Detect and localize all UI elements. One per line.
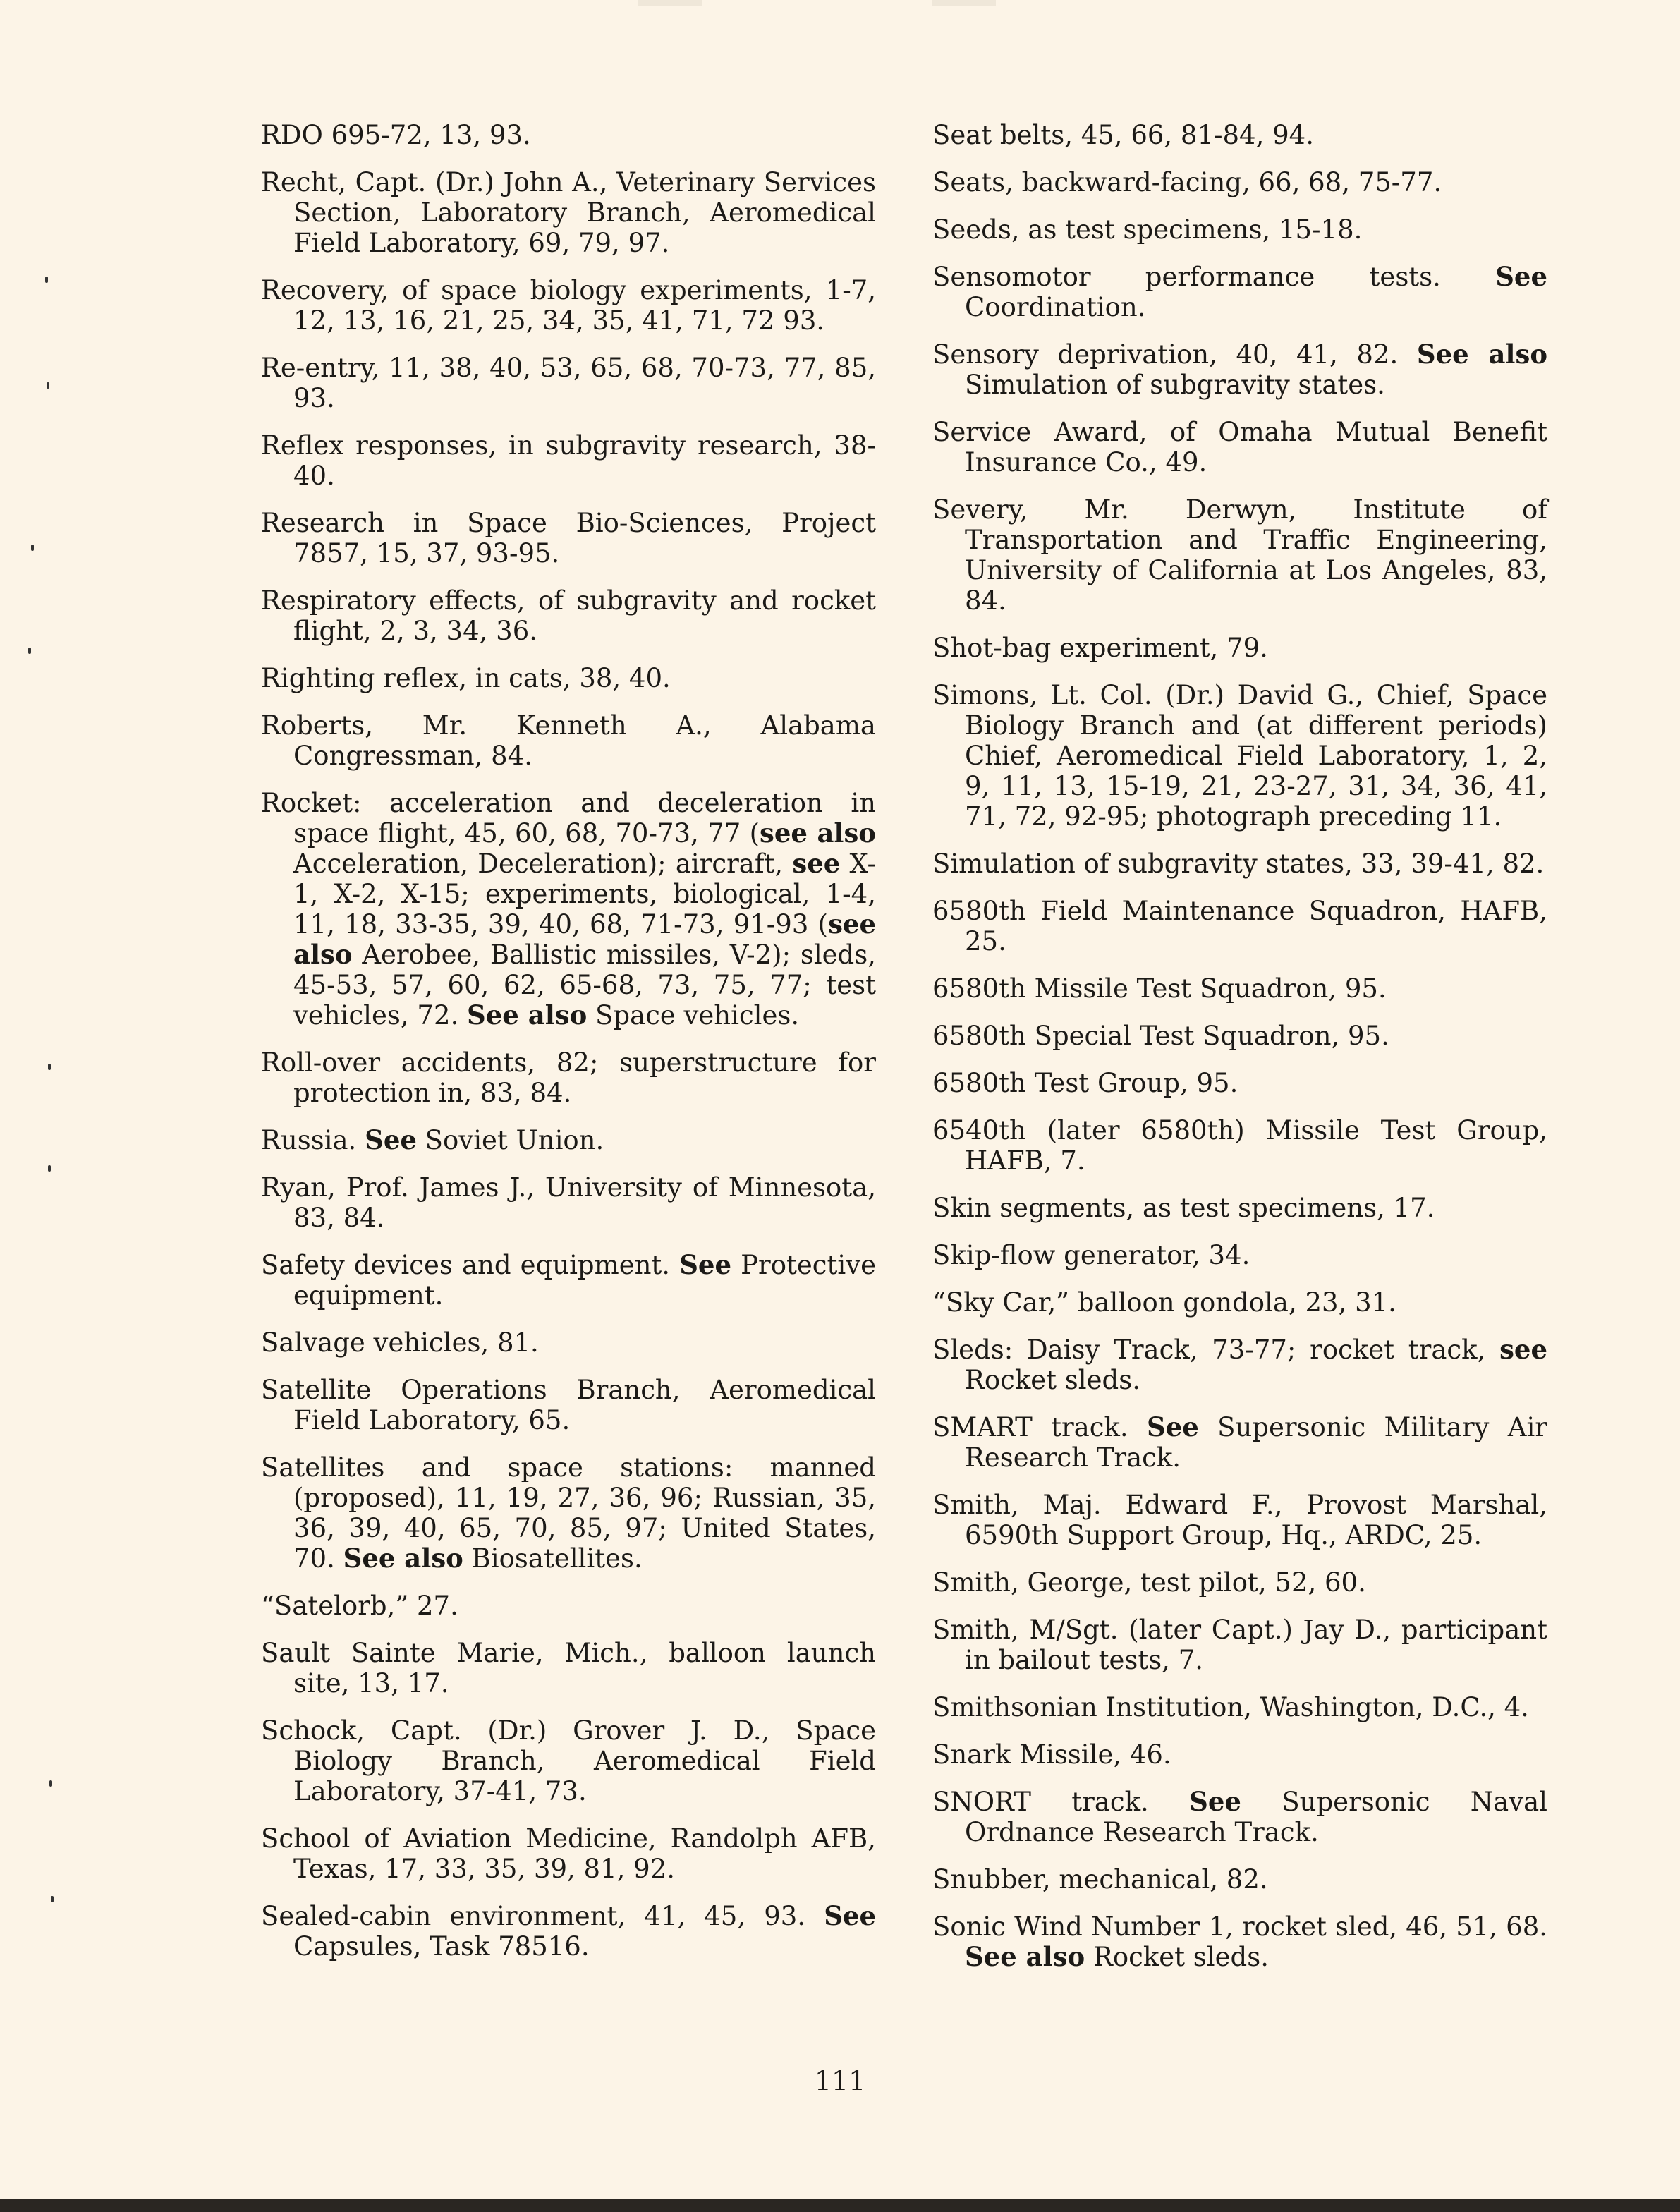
margin-mark: [51, 1896, 54, 1902]
index-entry: Roll-over accidents, 82; superstructure for protection in, 83, 84.: [261, 1047, 876, 1108]
index-entry: Simons, Lt. Col. (Dr.) David G., Chief, Space Biology Branch and (at different periods) Chief, Aeromedical Field Laboratory, 1, 2, 9, 11, 13, 15-19, 21, 23-27, 31, 34, 36, 41, 71, 72, 92-95; photograph preceding 11.: [932, 680, 1547, 832]
index-entry: Seat belts, 45, 66, 81-84, 94.: [932, 120, 1314, 150]
index-entry: SNORT track. See Supersonic Naval Ordnance Research Track.: [932, 1786, 1547, 1847]
index-entry: 6580th Field Maintenance Squadron, HAFB, 25.: [932, 896, 1547, 956]
index-entry: Smithsonian Institution, Washington, D.C., 4.: [932, 1692, 1529, 1722]
index-entry: Smith, George, test pilot, 52, 60.: [932, 1567, 1366, 1598]
scan-smudge: [638, 0, 702, 6]
margin-mark: [31, 545, 34, 551]
index-entry: Seeds, as test specimens, 15-18.: [932, 214, 1363, 245]
index-entry: Reflex responses, in subgravity research, 38-40.: [261, 430, 876, 491]
index-entry: 6580th Missile Test Squadron, 95.: [932, 973, 1387, 1004]
page-number: 111: [814, 2065, 866, 2096]
margin-mark: [47, 382, 49, 389]
index-entry: “Satelorb,” 27.: [261, 1591, 458, 1621]
index-entry: 6540th (later 6580th) Missile Test Group, HAFB, 7.: [932, 1115, 1547, 1176]
index-column-right: [932, 120, 1547, 1989]
index-entry: Rocket: acceleration and deceleration in space flight, 45, 60, 68, 70-73, 77 (see also Acceleration, Deceleration); aircraft, see X-1, X-2, X-15; experiments, biological, 1-4, 11, 18, 33-35, 39, 40, 68, 71-73, 91-93 (see also Aerobee, Ballistic missiles, V-2); sleds, 45-53, 57, 60, 62, 65-68, 73, 75, 77; test vehicles, 72. See also Space vehicles.: [261, 788, 876, 1031]
margin-mark: [48, 1064, 51, 1070]
index-entry: SMART track. See Supersonic Military Air Research Track.: [932, 1411, 1547, 1473]
index-entry: Satellite Operations Branch, Aeromedical Field Laboratory, 65.: [261, 1375, 876, 1435]
index-entry: Righting reflex, in cats, 38, 40.: [261, 663, 671, 693]
index-entry: Ryan, Prof. James J., University of Minnesota, 83, 84.: [261, 1172, 876, 1233]
index-entry: Research in Space Bio-Sciences, Project 7857, 15, 37, 93-95.: [261, 508, 876, 569]
index-entry: Snubber, mechanical, 82.: [932, 1864, 1268, 1895]
index-entry: Sonic Wind Number 1, rocket sled, 46, 51, 68. See also Rocket sleds.: [932, 1912, 1547, 1972]
index-entry: Recht, Capt. (Dr.) John A., Veterinary Services Section, Laboratory Branch, Aeromedical Field Laboratory, 69, 79, 97.: [261, 167, 876, 258]
index-entry: 6580th Test Group, 95.: [932, 1068, 1238, 1098]
index-entry: Sensomotor performance tests. See Coordination.: [932, 261, 1547, 322]
index-column-left: [261, 120, 876, 1979]
index-entry: Simulation of subgravity states, 33, 39-41, 82.: [932, 849, 1545, 879]
index-entry: Sensory deprivation, 40, 41, 82. See also Simulation of subgravity states.: [932, 339, 1547, 400]
index-entry: Satellites and space stations: manned (proposed), 11, 19, 27, 36, 96; Russian, 35, 36, 39, 40, 65, 70, 85, 97; United States, 70. See also Biosatellites.: [261, 1452, 876, 1574]
index-entry: Smith, Maj. Edward F., Provost Marshal, 6590th Support Group, Hq., ARDC, 25.: [932, 1490, 1547, 1550]
margin-mark: [48, 1165, 51, 1172]
index-entry: Schock, Capt. (Dr.) Grover J. D., Space Biology Branch, Aeromedical Field Laboratory, 37-41, 73.: [261, 1715, 876, 1806]
index-entry: Re-entry, 11, 38, 40, 53, 65, 68, 70-73, 77, 85, 93.: [261, 353, 876, 413]
index-entry: Sealed-cabin environment, 41, 45, 93. See Capsules, Task 78516.: [261, 1900, 876, 1962]
index-entry: 6580th Special Test Squadron, 95.: [932, 1021, 1389, 1051]
index-entry: Seats, backward-facing, 66, 68, 75-77.: [932, 167, 1442, 198]
index-entry: Salvage vehicles, 81.: [261, 1327, 539, 1358]
index-entry: Snark Missile, 46.: [932, 1739, 1171, 1770]
index-entry: Smith, M/Sgt. (later Capt.) Jay D., participant in bailout tests, 7.: [932, 1615, 1547, 1675]
index-entry: RDO 695-72, 13, 93.: [261, 120, 531, 150]
index-entry: Sault Sainte Marie, Mich., balloon launch site, 13, 17.: [261, 1638, 876, 1699]
index-entry: Shot-bag experiment, 79.: [932, 633, 1268, 663]
index-entry: Sleds: Daisy Track, 73-77; rocket track, see Rocket sleds.: [932, 1334, 1547, 1395]
margin-mark: [45, 276, 48, 283]
margin-mark: [28, 648, 31, 654]
index-entry: Respiratory effects, of subgravity and rocket flight, 2, 3, 34, 36.: [261, 585, 876, 646]
index-entry: Skip-flow generator, 34.: [932, 1240, 1250, 1270]
index-entry: “Sky Car,” balloon gondola, 23, 31.: [932, 1287, 1396, 1318]
scan-edge: [0, 2199, 1680, 2212]
index-entry: School of Aviation Medicine, Randolph AFB, Texas, 17, 33, 35, 39, 81, 92.: [261, 1823, 876, 1884]
index-entry: Severy, Mr. Derwyn, Institute of Transportation and Traffic Engineering, University of California at Los Angeles, 83, 84.: [932, 494, 1547, 616]
index-entry: Skin segments, as test specimens, 17.: [932, 1193, 1435, 1223]
index-entry: Russia. See Soviet Union.: [261, 1124, 604, 1155]
margin-mark: [49, 1780, 52, 1787]
index-entry: Service Award, of Omaha Mutual Benefit Insurance Co., 49.: [932, 417, 1547, 478]
index-entry: Safety devices and equipment. See Protective equipment.: [261, 1249, 877, 1311]
index-entry: Recovery, of space biology experiments, 1-7, 12, 13, 16, 21, 25, 34, 35, 41, 71, 72 93.: [261, 275, 876, 336]
scan-smudge: [932, 0, 996, 6]
index-entry: Roberts, Mr. Kenneth A., Alabama Congressman, 84.: [261, 710, 876, 771]
